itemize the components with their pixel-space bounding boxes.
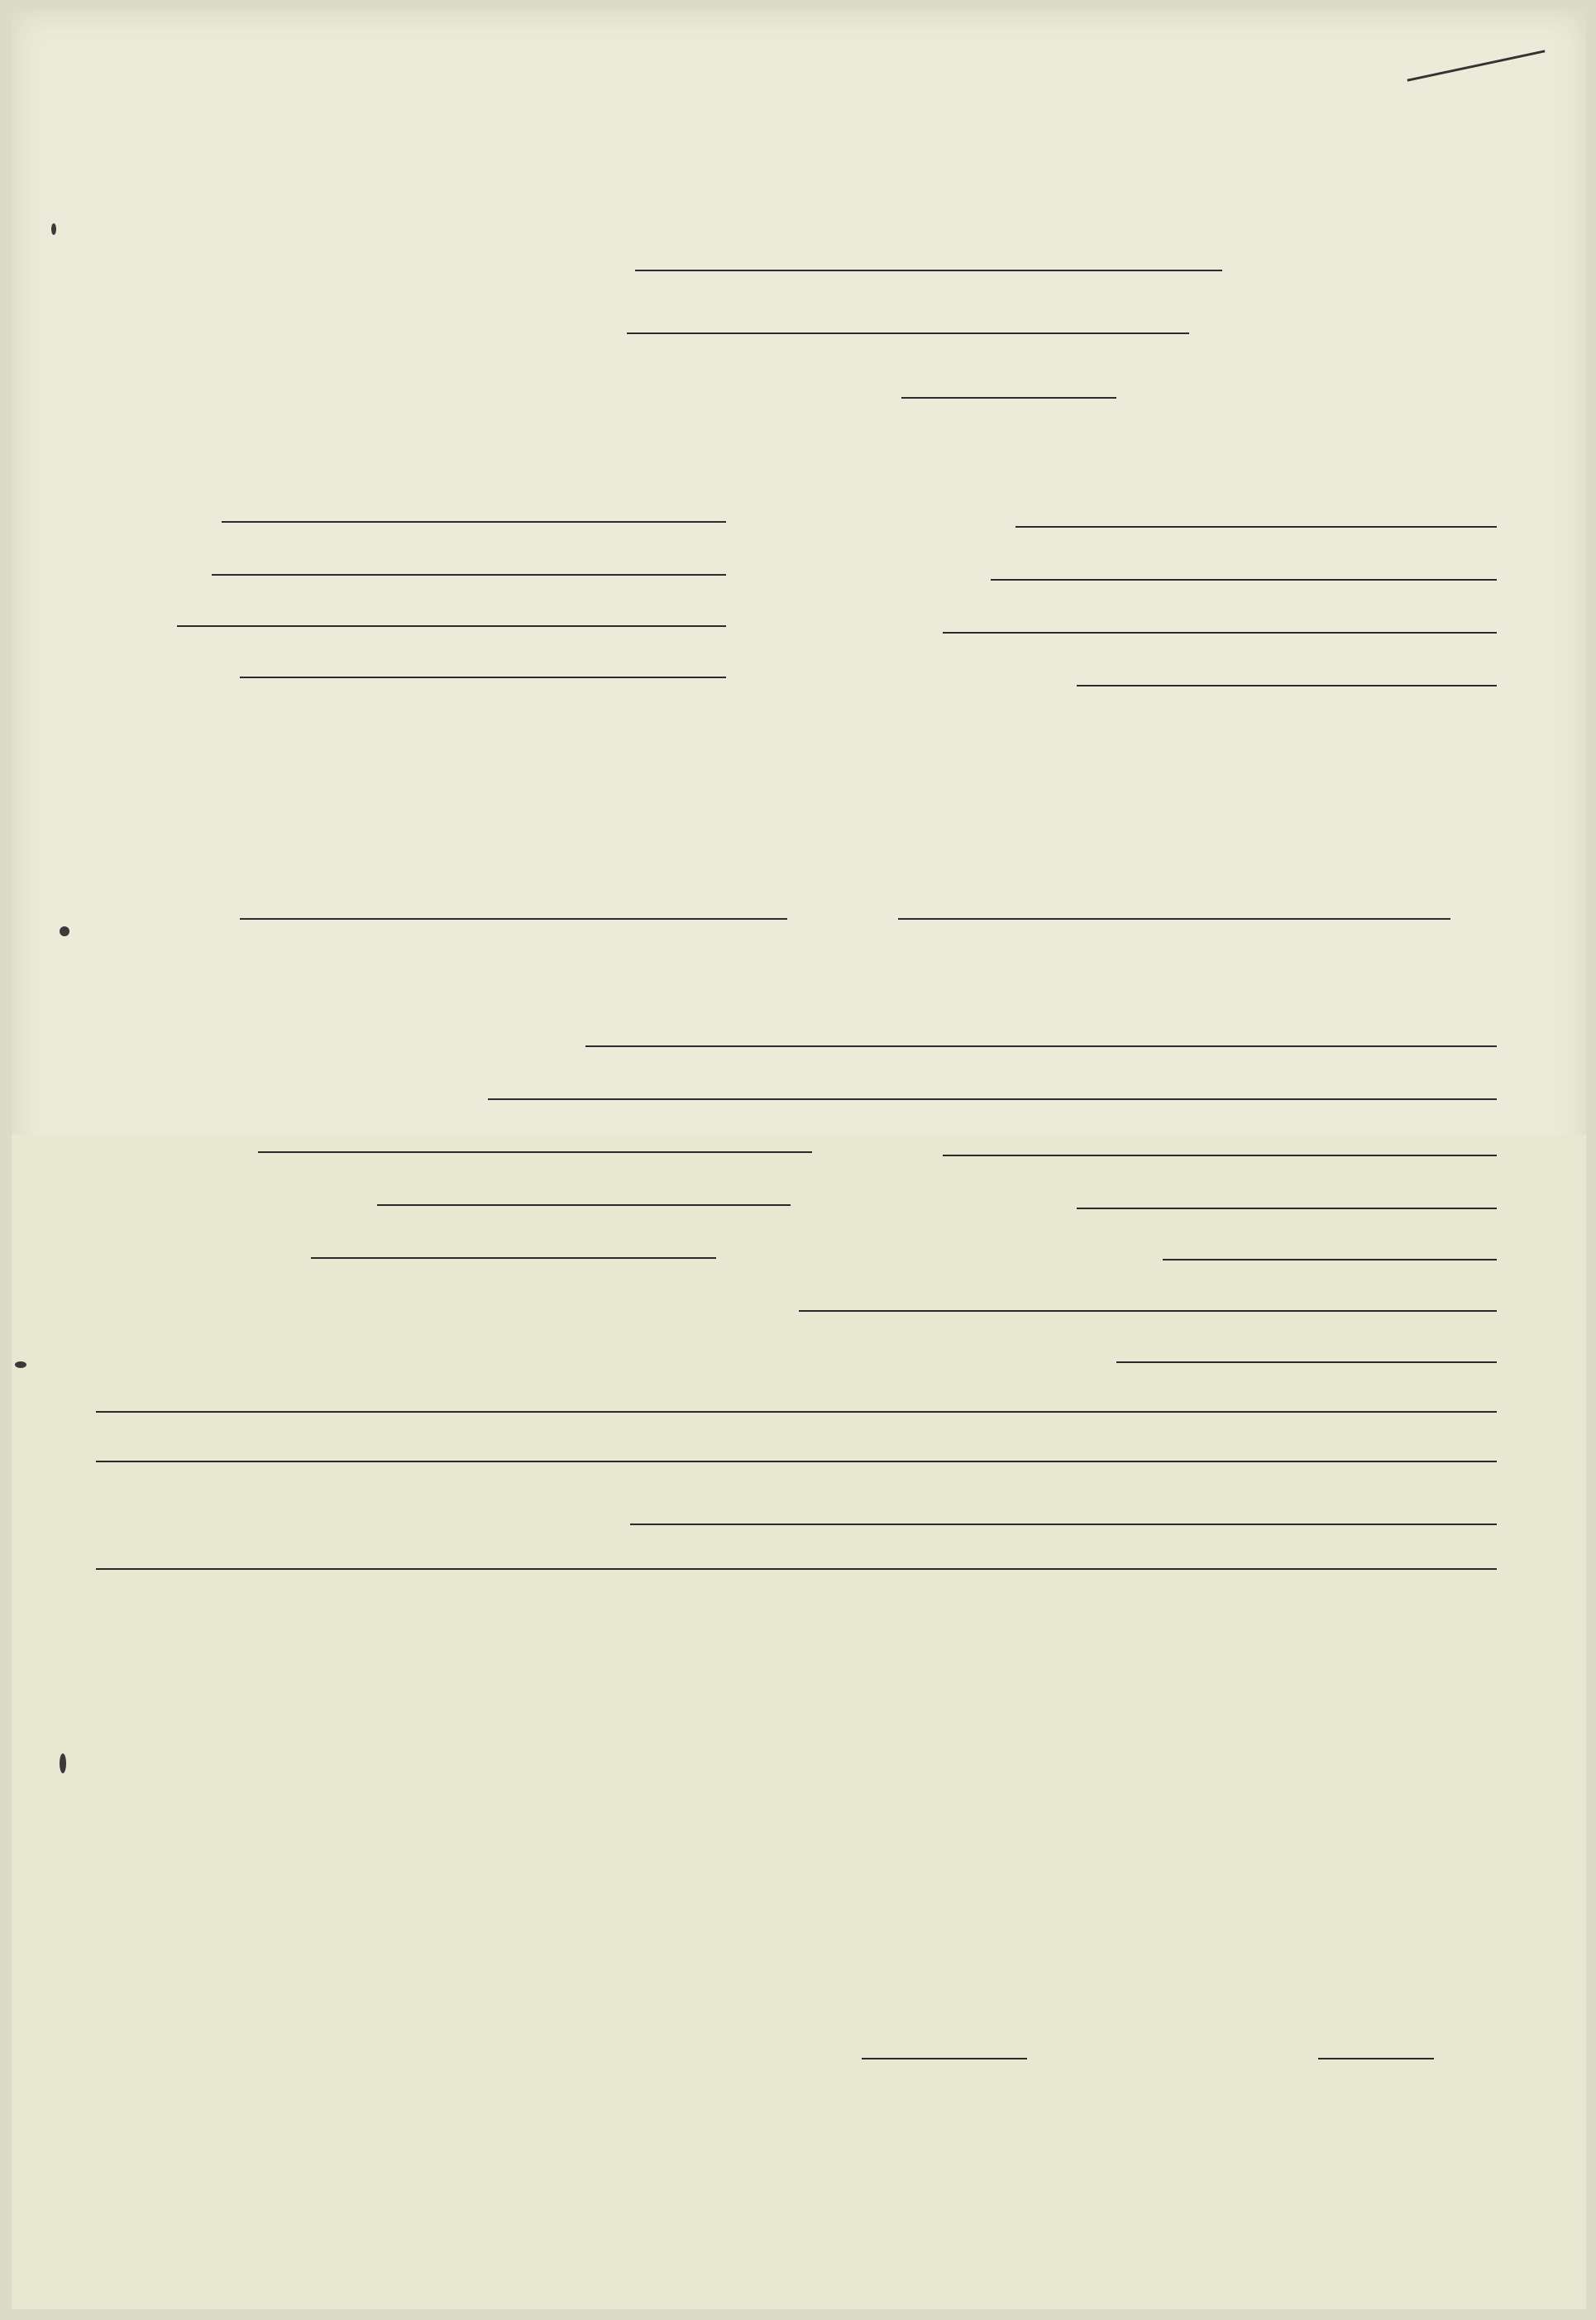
punch-hole	[15, 1361, 26, 1368]
punch-hole	[51, 223, 56, 235]
punch-hole	[60, 926, 69, 936]
punch-hole	[60, 1753, 66, 1773]
